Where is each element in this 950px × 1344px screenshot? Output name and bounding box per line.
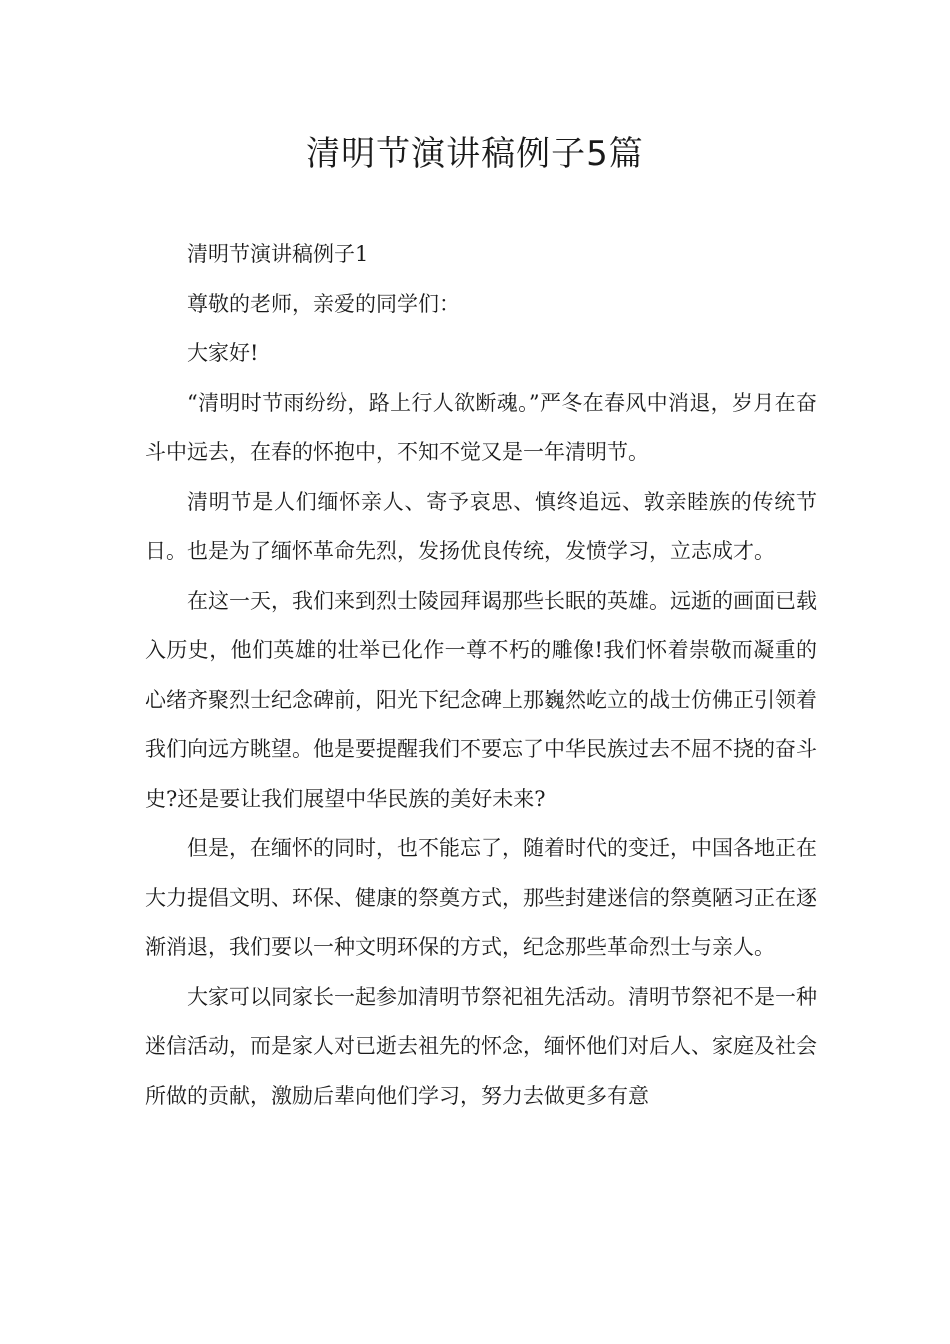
paragraph: 在这一天，我们来到烈士陵园拜谒那些长眠的英雄。远逝的画面已载入历史，他们英雄的壮举已化作一尊不朽的雕像!我们怀着崇敬而凝重的心绪齐聚烈士纪念碑前，阳光下纪念碑上那巍然屹立的战士仿佛正引领着我们向远方眺望。他是要提醒我们不要忘了中华民族过去不屈不挠的奋斗史?还是要让我们展望中华民族的美好未来?	[145, 588, 817, 811]
paragraph: 但是，在缅怀的同时，也不能忘了，随着时代的变迁，中国各地正在大力提倡文明、环保、健康的祭奠方式，那些封建迷信的祭奠陋习正在逐渐消退，我们要以一种文明环保的方式，纪念那些革命烈士与亲人。	[145, 836, 817, 959]
document-body	[145, 230, 817, 1121]
paragraph-greeting: 大家好!	[187, 341, 259, 365]
paragraph-salutation: 尊敬的老师，亲爱的同学们：	[187, 291, 460, 316]
paragraph-heading: 清明节演讲稿例子1	[187, 242, 369, 266]
paragraph: “清明时节雨纷纷，路上行人欲断魂。”严冬在春风中消退，岁月在奋斗中远去，在春的怀抱中，不知不觉又是一年清明节。	[145, 390, 817, 464]
document-title: 清明节演讲稿例子5篇	[306, 134, 644, 174]
paragraph: 清明节是人们缅怀亲人、寄予哀思、慎终追远、敦亲睦族的传统节日。也是为了缅怀革命先烈，发扬优良传统，发愤学习，立志成才。	[145, 489, 817, 563]
paragraph: 大家可以同家长一起参加清明节祭祀祖先活动。清明节祭祀不是一种迷信活动，而是家人对已逝去祖先的怀念，缅怀他们对后人、家庭及社会所做的贡献，激励后辈向他们学习，努力去做更多有意	[145, 984, 817, 1108]
